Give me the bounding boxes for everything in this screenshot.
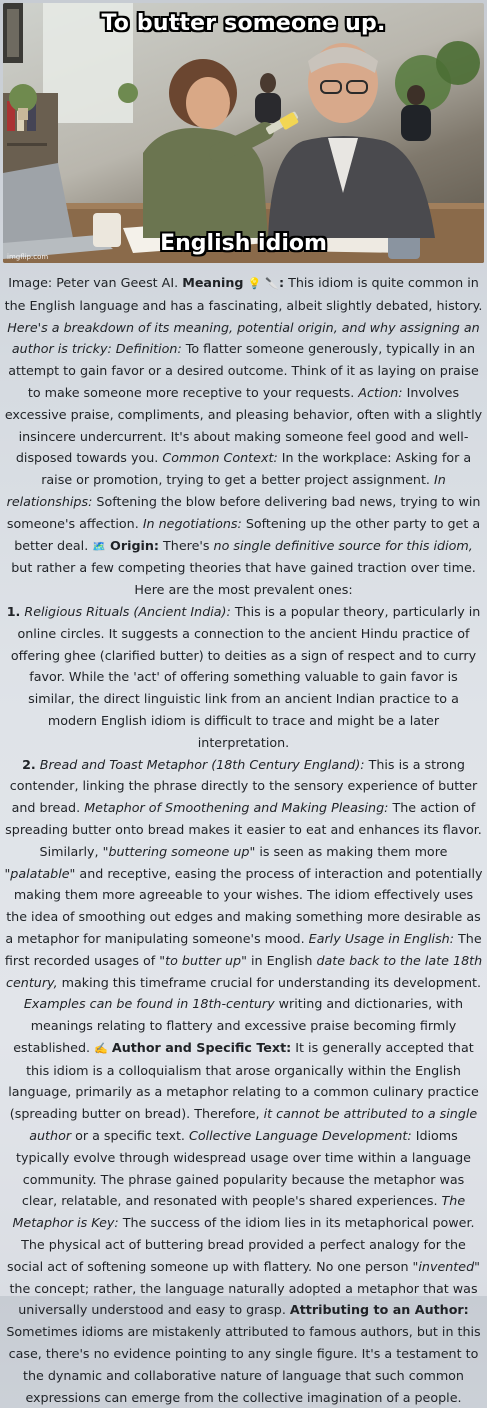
meme-caption-bottom: English idiom	[160, 231, 327, 256]
metaphor-label: Metaphor of Smoothening and Making Pleasing:	[84, 800, 389, 816]
map-icon: 🗺️	[92, 539, 106, 553]
relationships-label: In relationships:	[6, 472, 446, 509]
meaning-label: Meaning	[182, 275, 244, 290]
article-body	[4, 272, 483, 1408]
lightbulb-icon: 💡	[247, 277, 262, 290]
idiom-meme-image	[3, 3, 484, 263]
early-usage-label: Early Usage in English:	[308, 930, 454, 946]
origin-label: Origin:	[110, 537, 159, 553]
meme-caption-top: To butter someone up.	[101, 11, 386, 36]
watermark: imgflip.com	[7, 253, 49, 261]
knife-icon: 🔪	[265, 277, 279, 290]
negotiations-label: In negotiations:	[142, 515, 242, 531]
metaphor-key-label: The Metaphor is Key:	[12, 1193, 466, 1231]
theory-2-label: Bread and Toast Metaphor (18th Century England):	[39, 756, 365, 772]
theory-1-label: Religious Rituals (Ancient India):	[24, 603, 231, 619]
image-credit: Image: Peter van Geest AI.	[8, 275, 179, 290]
theory-1: 1. Religious Rituals (Ancient India): This is a popular theory, particularly in online circles. It suggests a connection to the ancient Hindu practice of offering ghee (clarified butter) to deities as a sign of respect and to curry favor. While the 'act' of offering something valuable to gain favor is similar, the direct linguistic link from an ancient Indian practice to a modern English idiom is difficult to trace and might be a later interpretation.	[6, 603, 481, 750]
definition-label: Definition:	[115, 341, 182, 357]
attributing-label: Attributing to an Author:	[289, 1302, 469, 1318]
action-label: Action:	[358, 384, 403, 400]
office-scene-illustration	[3, 3, 484, 263]
collective-label: Collective Language Development:	[189, 1128, 412, 1144]
article-paragraph: Image: Peter van Geest AI. Meaning 💡 🔪: This idiom is quite common in the English language and has a fascinating, albeit slightly debated, history. Here's a breakdown of its meaning, potential origin, and why assigning an author is tricky: Definition: To flatter someone generously, typically in an attempt to gain favor or a desired outcome. Think of it as laying on praise to make someone more receptive to your requests. Action: Involves excessive praise, compliments, and pleasing behavior, often with a slightly insincere undercurrent. It's about making someone feel good and well-disposed towards you. Common Context: In the workplace: Asking for a raise or promotion, trying to get a better project assignment. In relationships: Softening the blow before delivering bad news, trying to win someone's affection. In negotiations: Softening up the other party to get a better deal. 🗺️ Origin: There's no single definitive source for this idiom, but rather a few competing theories that have gained traction over time. Here are the most prevalent ones:	[4, 275, 483, 598]
writing-hand-icon: ✍️	[94, 1041, 108, 1055]
context-label: Common Context:	[162, 450, 278, 466]
author-label: Author and Specific Text:	[111, 1039, 292, 1055]
theory-2: 2. Bread and Toast Metaphor (18th Century England): This is a strong contender, linking the phrase directly to the sensory experience of butter and bread. Metaphor of Smoothening and Making Pleasing: The action of spreading butter onto bread makes it easier to eat and enhances its flavor. Similarly, "buttering someone up" is seen as making them more "palatable" and receptive, easing the process of interaction and potentially making them more agreeable to your wishes. The idiom effectively uses the idea of smoothing out edges and making something more desirable as a metaphor for manipulating someone's mood. Early Usage in English: The first recorded usages of "to butter up" in English date back to the late 18th century, making this timeframe crucial for understanding its development. Examples can be found in 18th-century writing and dictionaries, with meanings relating to flattery and excessive praise becoming firmly established. ✍️ Author and Specific Text: It is generally accepted that this idiom is a colloquialism that arose organically within the English language, primarily as a metaphor relating to a common culinary practice (spreading butter on bread). Therefore, it cannot be attributed to a single author or a specific text. Collective Language Development: Idioms typically evolve through widespread usage over time within a language community. The phrase gained popularity because the metaphor was clear, relatable, and resonated with people's shared experiences. The Metaphor is Key: The success of the idiom lies in its metaphorical power. The physical act of buttering bread provided a perfect analogy for the social act of softening someone up with flattery. No one person "invented" the concept; rather, the language naturally adopted a metaphor that was universally understood and easy to grasp. Attributing to an Author: Sometimes idioms are mistakenly attributed to famous authors, but in this case, there's no evidence pointing to any single figure. It's a testament to the dynamic and collaborative nature of language that such common expressions can emerge from the collective imagination of a people.	[4, 756, 483, 1405]
